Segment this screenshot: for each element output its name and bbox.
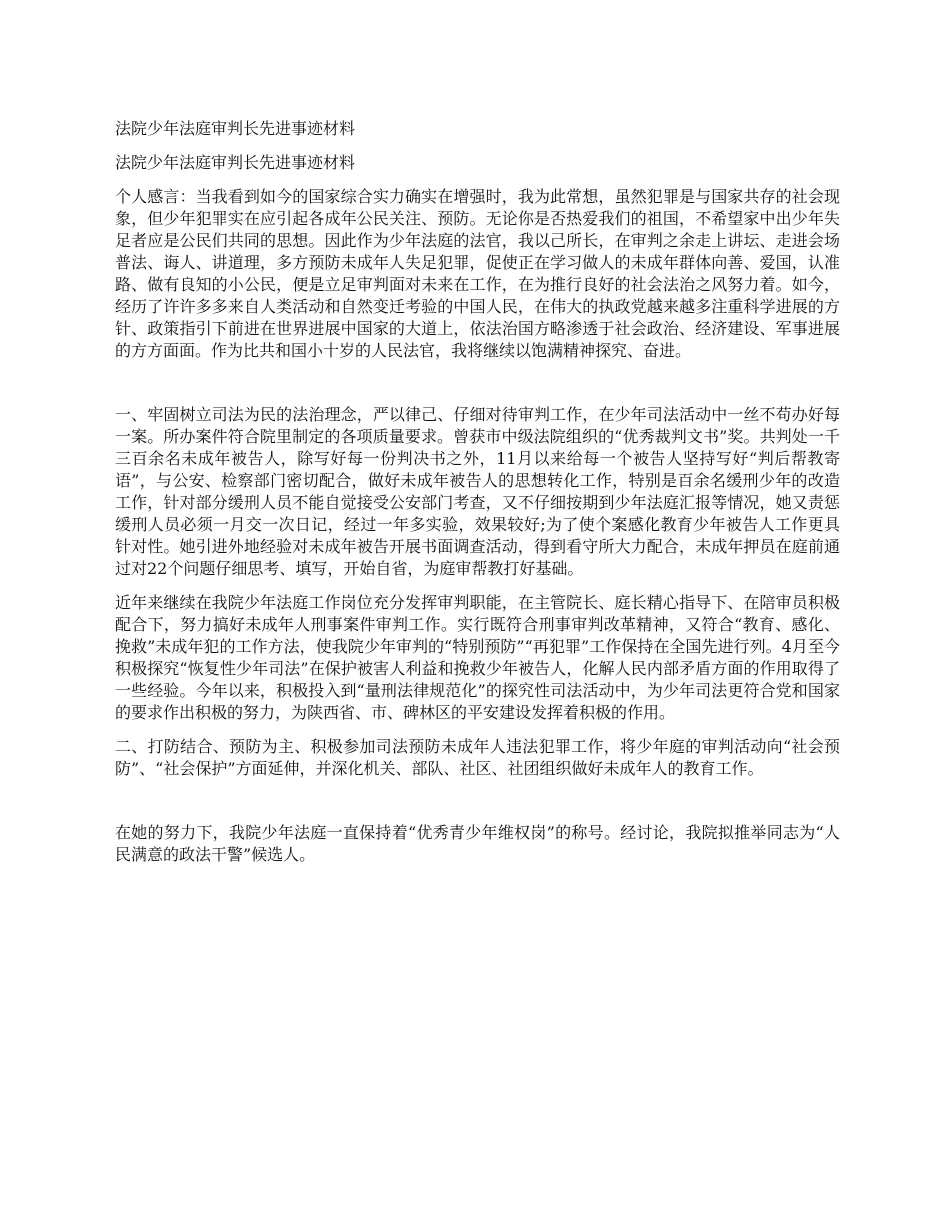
paragraph-section-one: 一、牢固树立司法为民的法治理念，严以律己、仔细对待审判工作，在少年司法活动中一丝不苟办好每一案。所办案件符合院里制定的各项质量要求。曾获市中级法院组织的“优秀裁判文书”奖。共判处一千三百余名未成年被告人，除写好每一份判决书之外，11月以来给每一个被告人坚持写好“判后帮教寄语”，与公安、检察部门密切配合，做好未成年被告人的思想转化工作，特别是百余名缓刑少年的改造工作，针对部分缓刑人员不能自觉接受公安部门考查，又不仔细按期到少年法庭汇报等情况，她又责惩缓刑人员必须一月交一次日记，经过一年多实验，效果较好;为了使个案感化教育少年被告人工作更具针对性。她引进外地经验对未成年被告开展书面调查活动，得到看守所大力配合，未成年押员在庭前通过对22个问题仔细思考、填写，开始自省，为庭审帮教打好基础。 xyxy=(115,405,840,578)
spacer xyxy=(115,374,840,404)
document-page xyxy=(115,118,840,878)
document-title: 法院少年法庭审判长先进事迹材料 xyxy=(115,119,356,138)
paragraph-conclusion: 在她的努力下，我院少年法庭一直保持着“优秀青少年维权岗”的称号。经讨论，我院拟推举同志为“人民满意的政法干警”候选人。 xyxy=(115,823,840,864)
paragraph-recent-work: 近年来继续在我院少年法庭工作岗位充分发挥审判职能，在主管院长、庭长精心指导下、在陪审员积极配合下，努力搞好未成年人刑事案件审判工作。实行既符合刑事审判改革精神，又符合“教育、感化、挽救”未成年犯的工作方法，使我院少年审判的“特别预防”“再犯罪”工作保持在全国先进行列。4月至今积极探究“恢复性少年司法”在保护被害人利益和挽救少年被告人，化解人民内部矛盾方面的作用取得了一些经验。今年以来，积极投入到“量刑法律规范化”的探究性司法活动中，为少年司法更符合党和国家的要求作出积极的努力，为陕西省、市、碑林区的平安建设发挥着积极的作用。 xyxy=(115,593,840,722)
paragraph-section-two: 二、打防结合、预防为主、积极参加司法预防未成年人违法犯罪工作，将少年庭的审判活动向“社会预防”、“社会保护”方面延伸，并深化机关、部队、社区、社团组织做好未成年人的教育工作。 xyxy=(115,737,840,778)
spacer xyxy=(115,792,840,822)
document-subtitle: 法院少年法庭审判长先进事迹材料 xyxy=(115,153,356,172)
paragraph-personal-remarks: 个人感言：当我看到如今的国家综合实力确实在增强时，我为此常想，虽然犯罪是与国家共存的社会现象，但少年犯罪实在应引起各成年公民关注、预防。无论你是否热爱我们的祖国，不希望家中出少年失足者应是公民们共同的思想。因此作为少年法庭的法官，我以己所长，在审判之余走上讲坛、走进会场普法、诲人、讲道理，多方预防未成年人失足犯罪，促使正在学习做人的未成年群体向善、爱国，认准路、做有良知的小公民，便是立足审判面对未来在工作，在为推行良好的社会法治之风努力着。如今，经历了许许多多来自人类活动和自然变迁考验的中国人民，在伟大的执政党越来越多注重科学进展的方针、政策指引下前进在世界进展中国家的大道上，依法治国方略渗透于社会政治、经济建设、军事进展的方方面面。作为比共和国小十岁的人民法官，我将继续以饱满精神探究、奋进。 xyxy=(115,187,840,360)
